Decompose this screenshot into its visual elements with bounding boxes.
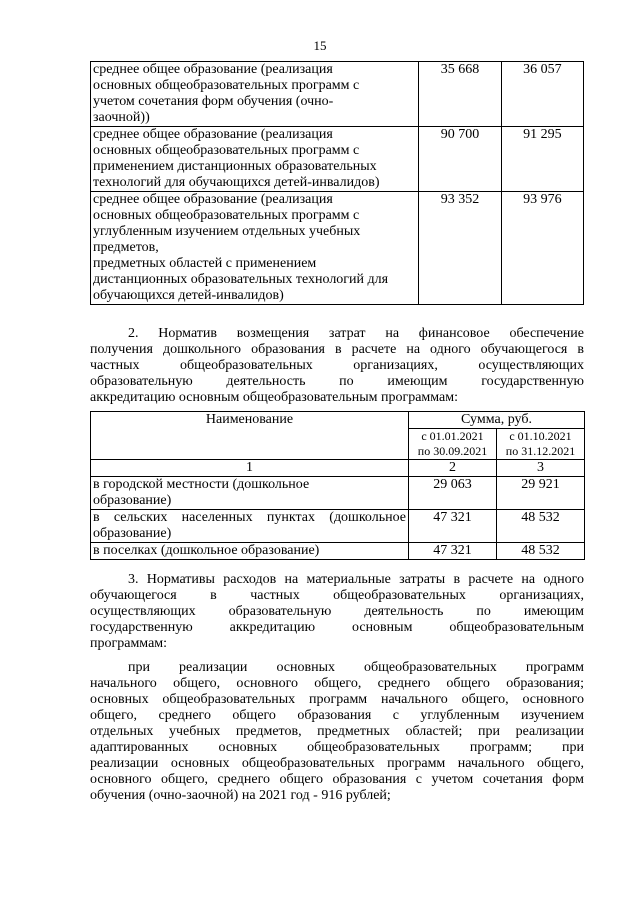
page-number: 15 [313,38,327,53]
table-row [91,62,584,127]
para-line: аккредитацию основным общеобразовательным программам: [90,390,459,405]
value-period-1: 29 063 [409,477,497,510]
row-description [91,510,409,543]
table-row [91,477,585,510]
header-name: Наименование [91,412,409,460]
desc-line: заочной)) [93,110,150,125]
header-period-2 [497,429,585,460]
para-line: отдельных учебных предметов, предметных областей; при реализации [90,724,584,739]
para-line: осуществляющих образовательную деятельность по имеющим [90,604,584,619]
table-preschool-norms [90,411,585,560]
desc-line: предметов, [93,240,159,255]
header-sum: Сумма, руб. [409,412,585,429]
value-period-1: 93 352 [419,192,501,305]
para-line: при реализации основных общеобразовательных программ [128,660,584,675]
desc-line: углубленным изучением отдельных учебных [93,224,361,239]
value-period-2: 48 532 [497,510,585,543]
para-line: частных общеобразовательных организациях, осуществляющих [90,358,584,373]
period-line: по 30.09.2021 [417,444,488,458]
paragraph-3 [90,572,584,652]
table-header-row [91,412,585,429]
row-description [91,192,419,305]
col-number: 1 [91,460,409,477]
para-line: программам: [90,636,168,651]
value-period-1: 47 321 [409,510,497,543]
desc-line: предметных областей с применением [93,256,317,271]
desc-line: образование) [93,493,172,508]
value-period-1: 35 668 [419,62,501,127]
desc-line: основных общеобразовательных программ с [93,208,360,223]
desc-line: среднее общее образование (реализация [93,127,333,142]
para-line: 3. Нормативы расходов на материальные затраты в расчете на одного [128,572,584,587]
value-period-2: 36 057 [501,62,583,127]
para-line: основных общеобразовательных программ начального общего, основного [90,692,584,707]
desc-line: технологий для обучающихся детей-инвалидов) [93,175,380,190]
row-description [91,477,409,510]
row-description [91,62,419,127]
table-row [91,192,584,305]
desc-line: образование) [93,526,172,541]
para-line: адаптированных основных общеобразовательных программ; при [90,740,584,755]
desc-line: основных общеобразовательных программ с [93,78,360,93]
row-description [91,543,409,560]
desc-line: основных общеобразовательных программ с [93,143,360,158]
period-line: с 01.01.2021 [421,429,484,443]
para-line: 2. Норматив возмещения затрат на финансовое обеспечение [128,326,584,341]
para-line: государственную аккредитацию основным общеобразовательным [90,620,584,635]
value-period-2: 93 976 [501,192,583,305]
para-line: обучения (очно-заочной) на 2021 год - 916 рублей; [90,788,391,803]
paragraph-4 [90,660,584,804]
table-cost-norms-secondary [90,61,584,305]
table-row [91,543,585,560]
desc-line: дистанционных образовательных технологий для [93,272,389,287]
period-line: по 31.12.2021 [505,444,576,458]
table-row [91,127,584,192]
paragraph-2 [90,326,584,406]
desc-line: в городской местности (дошкольное [93,477,310,492]
desc-line: учетом сочетания форм обучения (очно- [93,94,334,109]
desc-line: применением дистанционных образовательных [93,159,377,174]
desc-line: среднее общее образование (реализация [93,62,333,77]
para-line: реализации основных общеобразовательных программ начального общего, [90,756,584,771]
para-line: обучающегося в частных общеобразовательных организациях, [90,588,584,603]
row-description [91,127,419,192]
col-number: 2 [409,460,497,477]
header-period-1 [409,429,497,460]
desc-line: обучающихся детей-инвалидов) [93,288,284,303]
col-number: 3 [497,460,585,477]
value-period-2: 48 532 [497,543,585,560]
value-period-2: 91 295 [501,127,583,192]
desc-line: в сельских населенных пунктах (дошкольное [93,510,406,525]
value-period-1: 90 700 [419,127,501,192]
para-line: получения дошкольного образования в расчете на одного обучающегося в [90,342,584,357]
table-column-numbers [91,460,585,477]
para-line: образовательную деятельность по имеющим государственную [90,374,584,389]
para-line: общего, среднего общего образования с углубленным изучением [90,708,584,723]
para-line: основного общего, среднего общего образования с учетом сочетания форм [90,772,584,787]
para-line: начального общего, основного общего, среднего общего образования; [90,676,584,691]
table-row [91,510,585,543]
value-period-2: 29 921 [497,477,585,510]
desc-line: в поселках (дошкольное образование) [93,543,320,558]
desc-line: среднее общее образование (реализация [93,192,333,207]
value-period-1: 47 321 [409,543,497,560]
period-line: с 01.10.2021 [509,429,572,443]
